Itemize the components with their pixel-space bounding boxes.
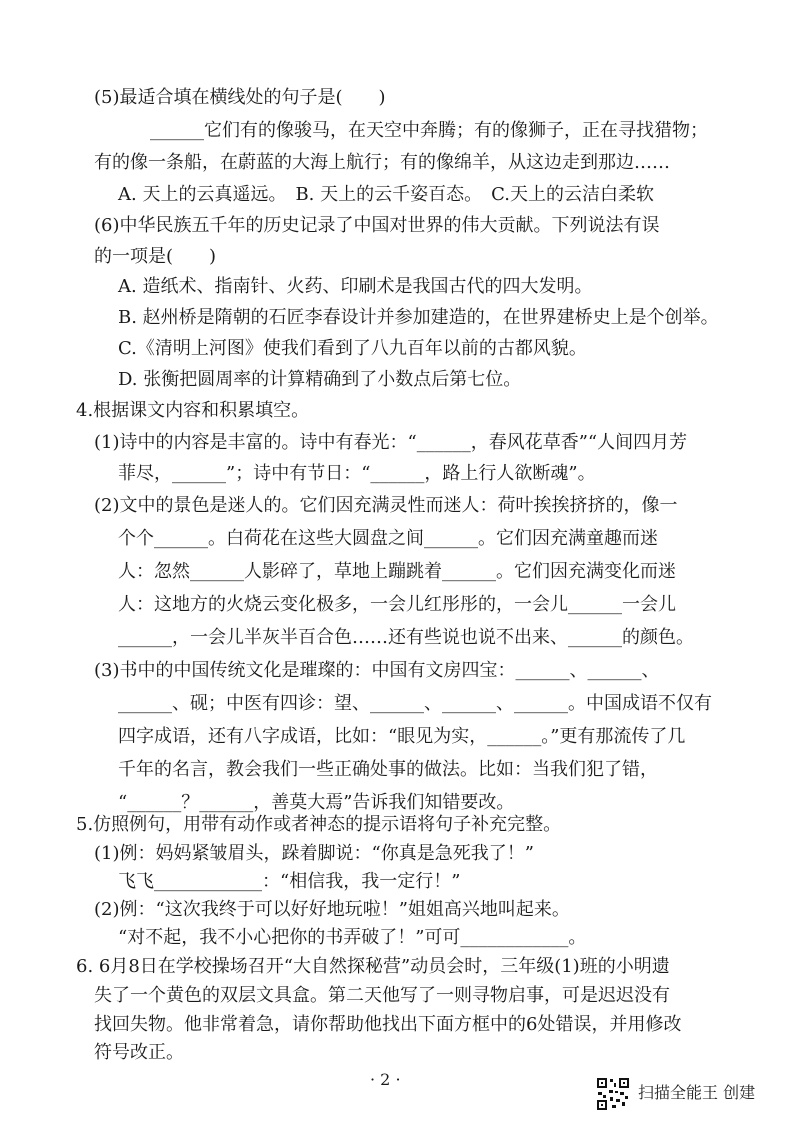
q3-item6-option-c: C.《清明上河图》使我们看到了八九百年以前的古都风貌。 xyxy=(118,338,587,359)
page-number: · 2 · xyxy=(370,1070,401,1089)
q6-line2: 失了一个黄色的双层文具盒。第二天他写了一则寻物启事，可是迟迟没有 xyxy=(94,985,670,1006)
q4-item3-line4: 千年的名言，教会我们一些正确处事的做法。比如：当我们犯了错， xyxy=(118,759,658,780)
q3-item5-passage-line2: 有的像一条船，在蔚蓝的大海上航行；有的像绵羊，从这边走到那边…… xyxy=(94,152,670,173)
q5-example1: (1)例：妈妈紧皱眉头，跺着脚说：“你真是急死我了！” xyxy=(94,843,534,864)
q3-item6-option-d: D. 张衡把圆周率的计算精确到了小数点后第七位。 xyxy=(118,369,522,390)
q4-item1-line1: (1)诗中的内容是丰富的。诗中有春光：“______，春风花草香”“人间四月芳 xyxy=(94,432,688,453)
q5-heading: 5.仿照例句，用带有动作或者神态的提示语将句子补充完整。 xyxy=(76,814,562,835)
q3-item6-option-b: B. 赵州桥是隋朝的石匠李春设计并参加建造的，在世界建桥史上是个创举。 xyxy=(118,307,719,328)
watermark-text: 扫描全能王 创建 xyxy=(638,1083,756,1102)
q6-line4: 符号改正。 xyxy=(94,1042,184,1063)
q3-item6-option-a: A. 造纸术、指南针、火药、印刷术是我国古代的四大发明。 xyxy=(118,276,593,297)
q4-item1-line2: 菲尽，______”；诗中有节日：“______，路上行人欲断魂”。 xyxy=(118,463,596,484)
q6-line3: 找回失物。他非常着急，请你帮助他找出下面方框中的6处错误，并用修改 xyxy=(94,1014,682,1035)
qr-code-icon xyxy=(596,1077,630,1111)
q3-item5-prompt: (5)最适合填在横线处的句子是( ) xyxy=(94,87,386,108)
q4-item3-line1: (3)书中的中国传统文化是璀璨的：中国有文房四宝：______、______、 xyxy=(94,660,660,681)
q4-item3-line5: “______？______，善莫大焉”告诉我们知错要改。 xyxy=(118,792,515,813)
q4-item2-line4: 人：这地方的火烧云变化极多，一会儿红彤彤的，一会儿______一会儿 xyxy=(118,594,676,615)
q3-item5-options: A. 天上的云真遥远。 B. 天上的云千姿百态。 C.天上的云洁白柔软 xyxy=(118,184,654,205)
q5-example1-answer: 飞飞____________：“相信我，我一定行！” xyxy=(118,871,461,892)
q3-item5-passage-line1: ______它们有的像骏马，在天空中奔腾；有的像狮子，正在寻找猎物； xyxy=(150,120,708,141)
q3-item6-prompt-line1: (6)中华民族五千年的历史记录了中国对世界的伟大贡献。下列说法有误 xyxy=(94,215,660,236)
q4-item3-line3: 四字成语，还有八字成语，比如：“眼见为实，______。”更有那流传了几 xyxy=(118,726,686,747)
q4-item2-line5: ______，一会儿半灰半百合色……还有些说也说不出来、______的颜色。 xyxy=(118,627,694,648)
q5-example2-answer: “对不起，我不小心把你的书弄破了！”可可____________。 xyxy=(118,927,587,948)
q5-example2: (2)例：“这次我终于可以好好地玩啦！”姐姐高兴地叫起来。 xyxy=(94,899,570,920)
q3-item6-prompt-line2: 的一项是( ) xyxy=(94,246,217,267)
q4-item3-line2: ______、砚；中医有四诊：望、______、______、______。中国成语不仅有 xyxy=(118,693,712,714)
q4-item2-line2: 个个______。白荷花在这些大圆盘之间______。它们因充满童趣而迷 xyxy=(118,528,658,549)
q4-item2-line3: 人：忽然______人影碎了，草地上蹦跳着______。它们因充满变化而迷 xyxy=(118,561,676,582)
q6-line1: 6. 6月8日在学校操场召开“大自然探秘营”动员会时，三年级(1)班的小明遗 xyxy=(76,956,670,977)
q4-item2-line1: (2)文中的景色是迷人的。它们因充满灵性而迷人：荷叶挨挨挤挤的，像一 xyxy=(94,495,678,516)
q4-heading: 4.根据课文内容和积累填空。 xyxy=(76,400,310,421)
